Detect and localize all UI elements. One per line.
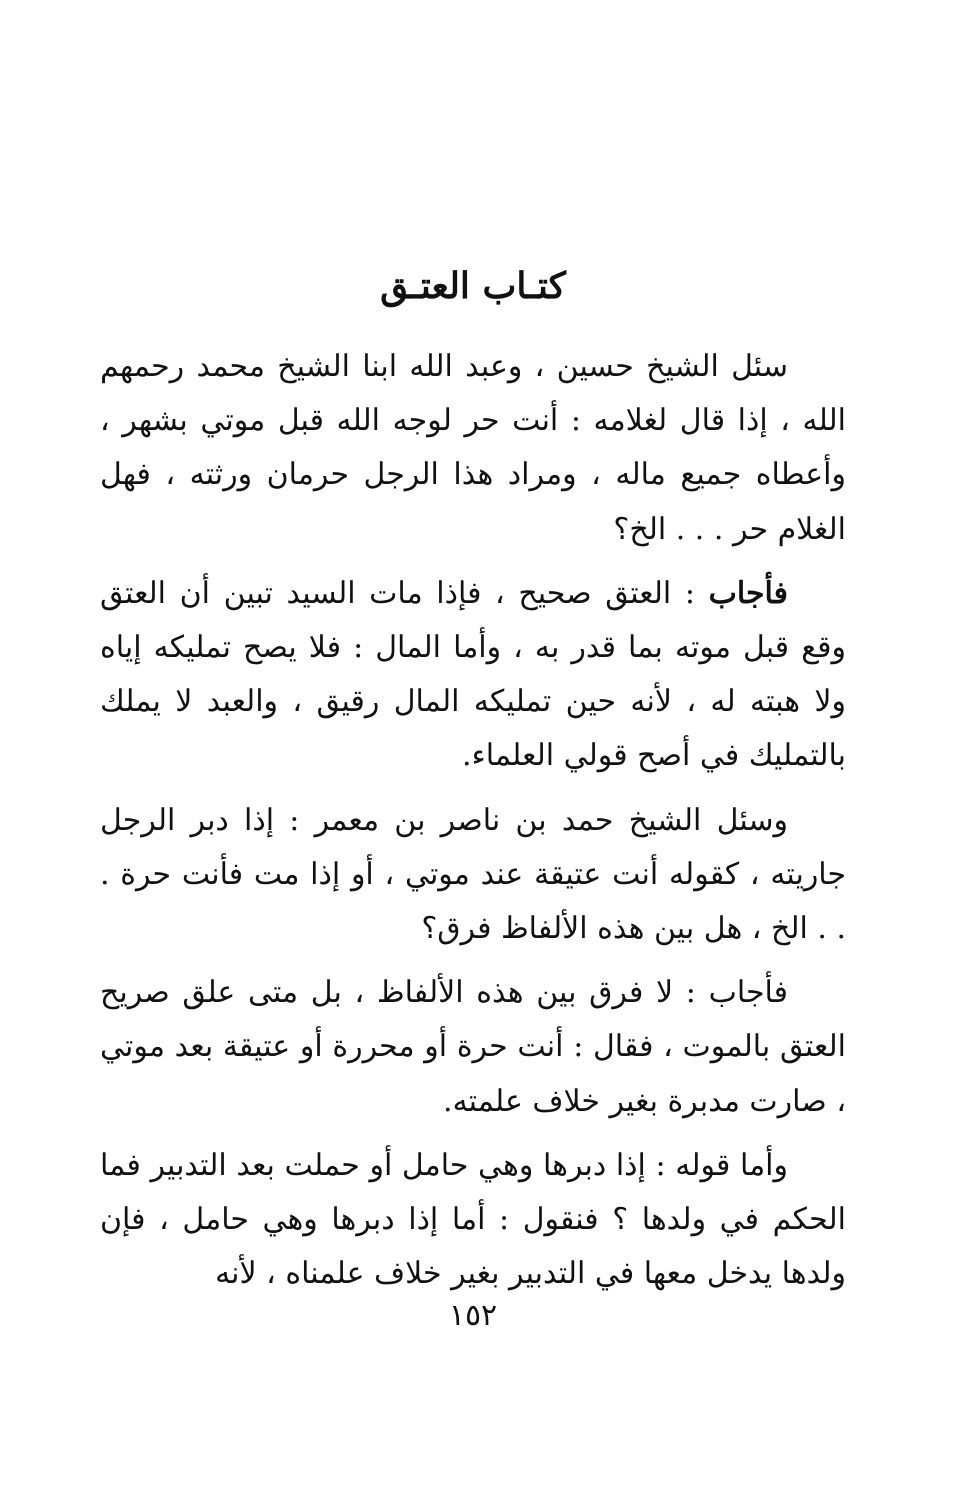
paragraph-text: سئل الشيخ حسين ، وعبد الله ابنا الشيخ محمد رحمهم الله ، إذا قال لغلامه : أنت حر لوجه الله قبل موتي بشهر ، وأعطاه جميع ماله ، ومراد هذا الرجل حرمان ورثته ، فهل الغلام حر . . . الخ؟	[100, 349, 846, 547]
paragraph-4	[100, 966, 846, 1129]
paragraph-1	[100, 340, 846, 557]
paragraph-3	[100, 794, 846, 957]
paragraph-lead: فأجاب	[708, 575, 788, 611]
page-number: ١٥٢	[448, 1298, 498, 1333]
paragraph-text: : العتق صحيح ، فإذا مات السيد تبين أن العتق وقع قبل موته بما قدر به ، وأما المال : فلا يصح تمليكه إياه ولا هبته له ، لأنه حين تمليكه المال رقيق ، والعبد لا يملك بالتمليك في أصح قولي العلماء.	[100, 575, 846, 774]
paragraph-text: وسئل الشيخ حمد بن ناصر بن معمر : إذا دبر الرجل جاريته ، كقوله أنت عتيقة عند موتي ، أو إذا مت فأنت حرة . . . الخ ، هل بين هذه الألفاظ فرق؟	[100, 802, 846, 947]
chapter-title: كتـاب العتـق	[380, 265, 566, 307]
book-page	[100, 0, 846, 1494]
paragraph-5	[100, 1139, 846, 1302]
paragraph-text: وأما قوله : إذا دبرها وهي حامل أو حملت بعد التدبير فما الحكم في ولدها ؟ فنقول : أما إذا دبرها وهي حامل ، فإن ولدها يدخل معها في التدبير بغير خلاف علمناه ، لأنه	[100, 1147, 846, 1292]
body-text	[100, 340, 846, 1311]
paragraph-text: فأجاب : لا فرق بين هذه الألفاظ ، بل متى علق صريح العتق بالموت ، فقال : أنت حرة أو محررة أو عتيقة بعد موتي ، صارت مدبرة بغير خلاف علمته.	[100, 975, 846, 1119]
paragraph-2	[100, 567, 846, 784]
